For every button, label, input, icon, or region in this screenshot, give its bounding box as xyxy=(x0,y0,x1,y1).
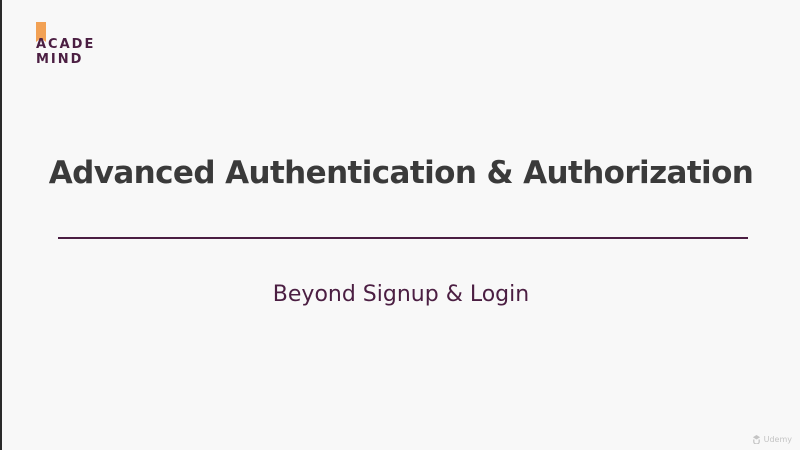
academind-logo xyxy=(28,20,108,70)
logo-text-line2: MIND xyxy=(36,52,84,67)
udemy-watermark xyxy=(752,435,792,444)
title-divider xyxy=(58,237,748,239)
logo-text-line1: ACADE xyxy=(36,37,96,52)
udemy-logo-icon xyxy=(752,435,761,444)
slide-subtitle: Beyond Signup & Login xyxy=(272,282,530,307)
slide-title: Advanced Authentication & Authorization xyxy=(48,155,754,191)
watermark-label: Udemy xyxy=(763,435,792,444)
